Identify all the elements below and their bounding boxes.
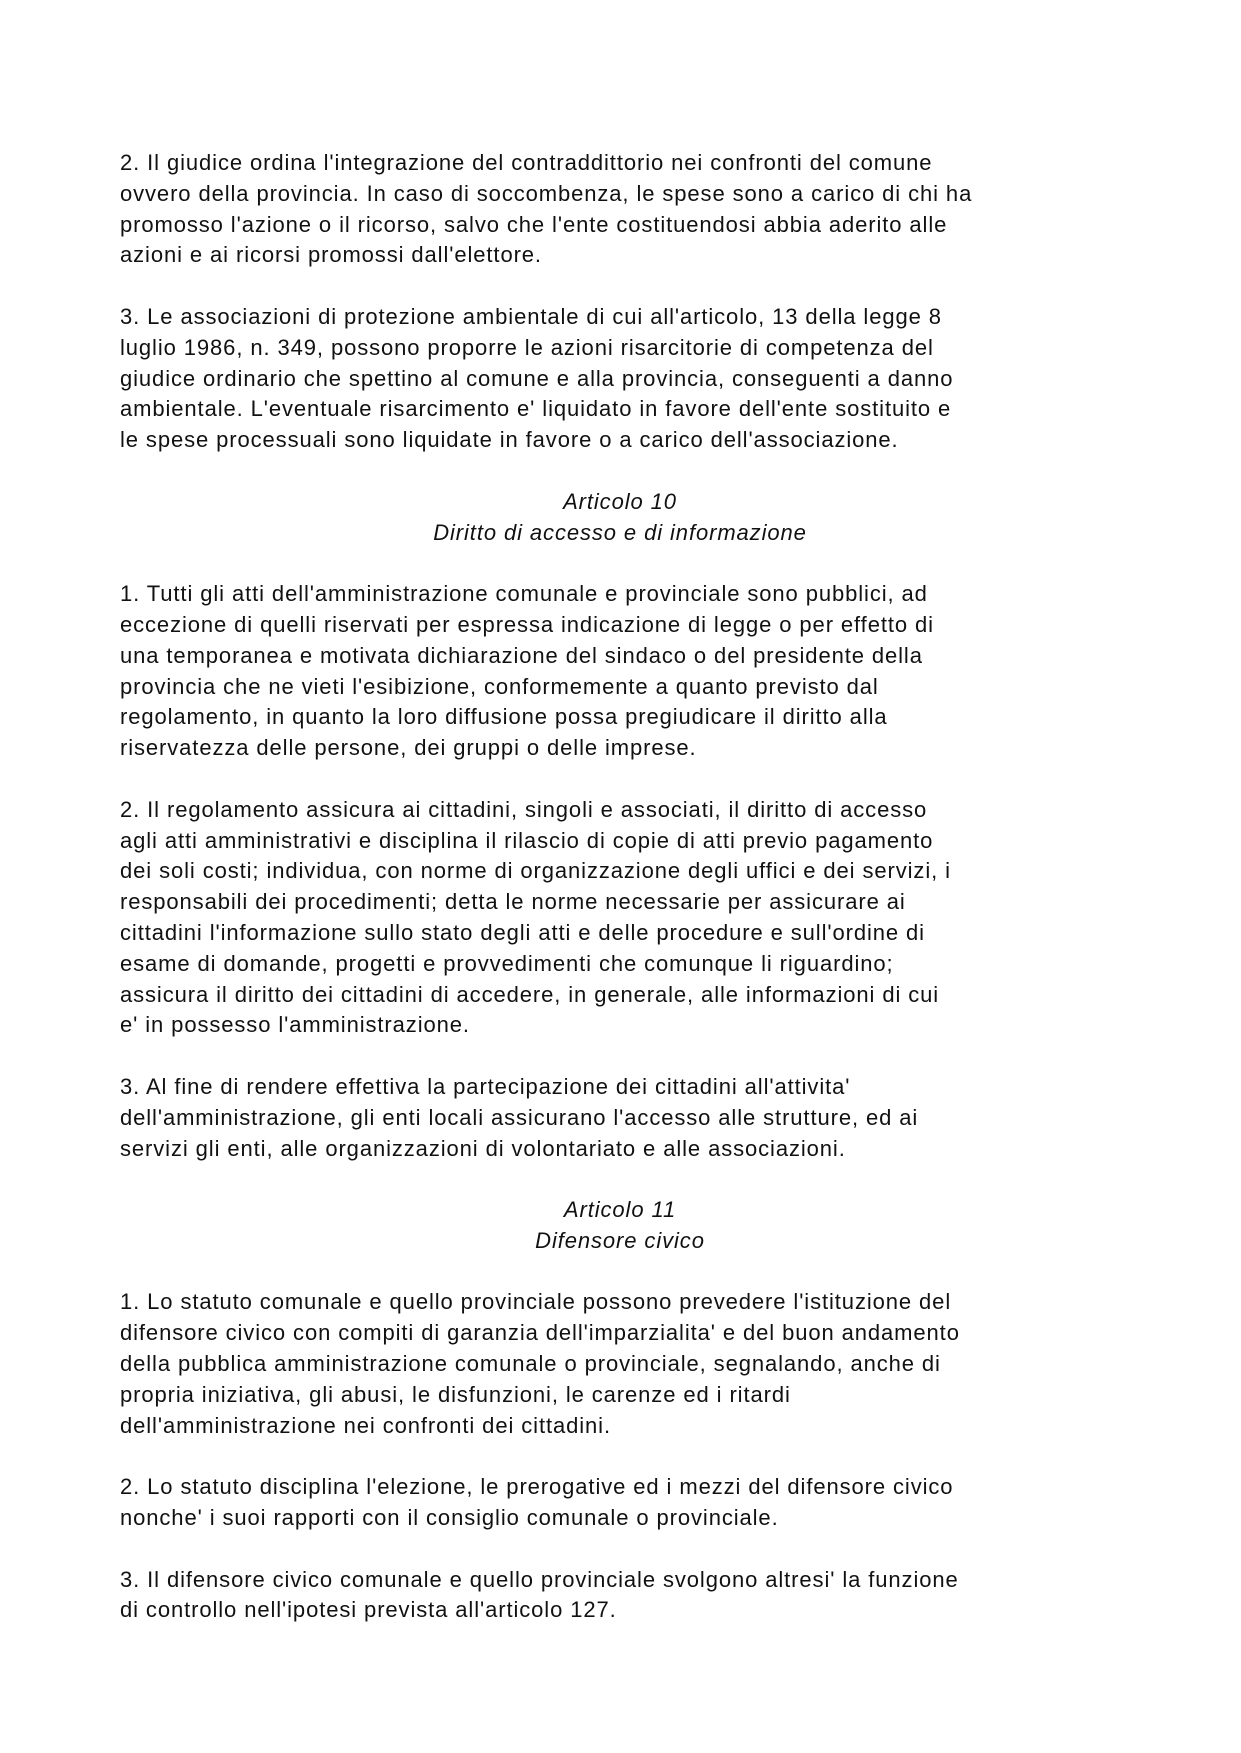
text-line: esame di domande, progetti e provvedimenti che comunque li riguardino;	[120, 950, 894, 976]
text-line: le spese processuali sono liquidate in favore o a carico dell'associazione.	[120, 427, 899, 453]
text-line: ovvero della provincia. In caso di soccombenza, le spese sono a carico di chi ha	[120, 180, 973, 206]
text-line: 2. Lo statuto disciplina l'elezione, le prerogative ed i mezzi del difensore civico	[120, 1474, 954, 1500]
text-line: eccezione di quelli riservati per espressa indicazione di legge o per effetto di	[120, 611, 934, 637]
text-line: nonche' i suoi rapporti con il consiglio comunale o provinciale.	[120, 1505, 779, 1531]
text-line: ambientale. L'eventuale risarcimento e' liquidato in favore dell'ente sostituito e	[120, 396, 952, 422]
text-line: riservatezza delle persone, dei gruppi o delle imprese.	[120, 735, 697, 761]
text-line: giudice ordinario che spettino al comune e alla provincia, conseguenti a danno	[120, 365, 954, 391]
text-line: cittadini l'informazione sullo stato degli atti e delle procedure e sull'ordine di	[120, 919, 925, 945]
paragraph	[120, 579, 1140, 764]
paragraph	[120, 795, 1140, 1041]
text-line: responsabili dei procedimenti; detta le norme necessarie per assicurare ai	[120, 889, 906, 915]
text-line: 1. Tutti gli atti dell'amministrazione comunale e provinciale sono pubblici, ad	[120, 581, 928, 607]
paragraph	[120, 1287, 1140, 1441]
text-line: assicura il diritto dei cittadini di accedere, in generale, alle informazioni di cui	[120, 981, 940, 1007]
paragraph	[120, 1565, 1140, 1627]
text-line: propria iniziativa, gli abusi, le disfunzioni, le carenze ed i ritardi	[120, 1381, 791, 1407]
paragraph	[120, 302, 1140, 456]
text-line: 3. Il difensore civico comunale e quello provinciale svolgono altresi' la funzione	[120, 1566, 959, 1592]
text-line: difensore civico con compiti di garanzia dell'imparzialita' e del buon andamento	[120, 1320, 960, 1346]
text-line: dell'amministrazione, gli enti locali assicurano l'accesso alle strutture, ed ai	[120, 1104, 919, 1130]
text-line: agli atti amministrativi e disciplina il rilascio di copie di atti previo pagamento	[120, 827, 934, 853]
paragraph	[120, 1072, 1140, 1164]
article-number: Articolo 10	[563, 488, 677, 514]
text-line: 1. Lo statuto comunale e quello provinciale possono prevedere l'istituzione del	[120, 1289, 952, 1315]
article-heading	[120, 487, 1120, 549]
article-title: Difensore civico	[535, 1227, 705, 1253]
text-line: 3. Al fine di rendere effettiva la partecipazione dei cittadini all'attivita'	[120, 1073, 851, 1099]
article-heading	[120, 1195, 1120, 1257]
text-line: 2. Il regolamento assicura ai cittadini, singoli e associati, il diritto di accesso	[120, 796, 928, 822]
paragraph	[120, 1472, 1140, 1534]
text-line: 3. Le associazioni di protezione ambientale di cui all'articolo, 13 della legge 8	[120, 303, 942, 329]
text-line: luglio 1986, n. 349, possono proporre le azioni risarcitorie di competenza del	[120, 334, 934, 360]
text-line: dei soli costi; individua, con norme di organizzazione degli uffici e dei servizi, i	[120, 858, 951, 884]
text-line: promosso l'azione o il ricorso, salvo che l'ente costituendosi abbia aderito alle	[120, 211, 948, 237]
text-line: una temporanea e motivata dichiarazione del sindaco o del presidente della	[120, 642, 923, 668]
article-title: Diritto di accesso e di informazione	[433, 519, 807, 545]
text-line: dell'amministrazione nei confronti dei cittadini.	[120, 1412, 611, 1438]
text-line: di controllo nell'ipotesi prevista all'articolo 127.	[120, 1597, 617, 1623]
text-line: servizi gli enti, alle organizzazioni di volontariato e alle associazioni.	[120, 1135, 846, 1161]
text-line: 2. Il giudice ordina l'integrazione del contraddittorio nei confronti del comune	[120, 150, 933, 175]
article-number: Articolo 11	[563, 1197, 677, 1223]
text-line: della pubblica amministrazione comunale o provinciale, segnalando, anche di	[120, 1351, 941, 1377]
text-line: regolamento, in quanto la loro diffusione possa pregiudicare il diritto alla	[120, 704, 888, 730]
text-line: provincia che ne vieti l'esibizione, conformemente a quanto previsto dal	[120, 673, 879, 699]
document-page	[120, 148, 1140, 1657]
text-line: e' in possesso l'amministrazione.	[120, 1012, 470, 1038]
text-line: azioni e ai ricorsi promossi dall'elettore.	[120, 242, 542, 268]
paragraph	[120, 148, 1140, 271]
